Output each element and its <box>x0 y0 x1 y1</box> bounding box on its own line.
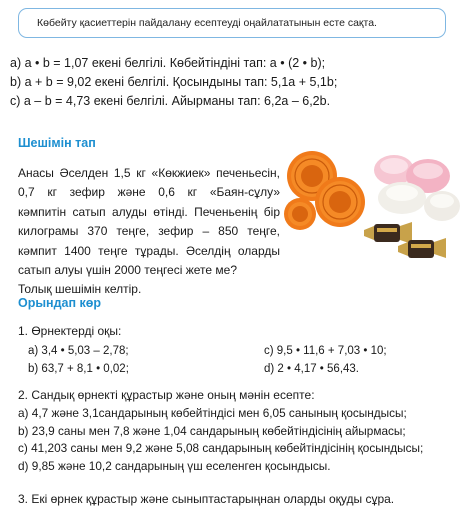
marshmallow-icon <box>374 155 460 221</box>
problem-line: кәмпит 1400 теңге тұрады. Әселдің оларды <box>18 243 280 258</box>
problem-line: 0,7 кг зефир және 0,6 кг «Баян-сұлу» <box>18 185 280 200</box>
candy-icon <box>364 222 412 244</box>
exercise-2-items <box>18 405 423 475</box>
problem-text <box>18 164 280 300</box>
section-heading-solve: Шешімін тап <box>18 136 96 150</box>
exercise-1-left <box>28 342 129 378</box>
exercise-1-item-b: b) 63,7 + 8,1 • 0,02; <box>28 363 129 375</box>
problem-line: килограмы 370 теңге, зефир – 850 теңге, <box>18 224 280 239</box>
exercise-1-item-d: d) 2 • 4,17 • 56,43. <box>264 363 360 375</box>
cookie-icon <box>315 177 365 227</box>
problem-line: сатып алуы үшін 2000 теңгесі жете ме? <box>18 263 237 278</box>
exercise-3-text: 3. Екі өрнек құрастыр және сыныптастарыңнан оларды оқуды сұра. <box>18 492 395 506</box>
task-a: a) a • b = 1,07 екені белгілі. Көбейтіндіні тап: a • (2 • b); <box>10 56 326 70</box>
exercise-2-item-d: d) 9,85 және 10,2 сандарының үш еселенген қосындысы. <box>18 458 331 473</box>
task-b: b) a + b = 9,02 екені белгілі. Қосындыны тап: 5,1a + 5,1b; <box>10 75 338 89</box>
exercise-1-item-a: a) 3,4 • 5,03 – 2,78; <box>28 345 129 357</box>
task-list <box>10 54 337 111</box>
exercise-2 <box>18 386 315 404</box>
exercise-1-right <box>264 342 387 378</box>
problem-line: Анасы Әселден 1,5 кг «Көкжиек» печеньесін, <box>18 166 280 180</box>
exercise-1 <box>18 322 121 340</box>
cookie-icon <box>284 198 316 230</box>
exercise-2-item-a: a) 4,7 және 3,1сандарының көбейтіндісі мен 6,05 санының қосындысы; <box>18 406 407 420</box>
exercise-1-item-c: c) 9,5 • 11,6 + 7,03 • 10; <box>264 345 387 357</box>
problem-line: Толық шешімін келтір. <box>18 282 142 297</box>
tip-text: Көбейту қасиеттерін пайдалану есептеуді оңайлататынын есте сақта. <box>37 17 377 29</box>
sweets-picture <box>282 148 460 263</box>
exercise-2-item-b: b) 23,9 саны мен 7,8 және 1,04 сандарының көбейтіндісінің айырмасы; <box>18 423 406 438</box>
tip-box <box>18 8 446 38</box>
exercise-1-title: 1. Өрнектерді оқы: <box>18 324 122 338</box>
exercise-3 <box>18 490 394 508</box>
section-heading-practice: Орындап көр <box>18 296 102 310</box>
exercise-2-item-c: c) 41,203 саны мен 9,2 және 5,08 сандарының көбейтіндісінің қосындысы; <box>18 441 424 455</box>
task-c: c) a – b = 4,73 екені белгілі. Айырманы тап: 6,2a – 6,2b. <box>10 94 331 108</box>
exercise-2-title: 2. Сандық өрнекті құрастыр және оның мәнін есепте: <box>18 388 315 402</box>
problem-line: кәмпитін сатып алуды өтінді. Печеньенің бір <box>18 204 280 219</box>
